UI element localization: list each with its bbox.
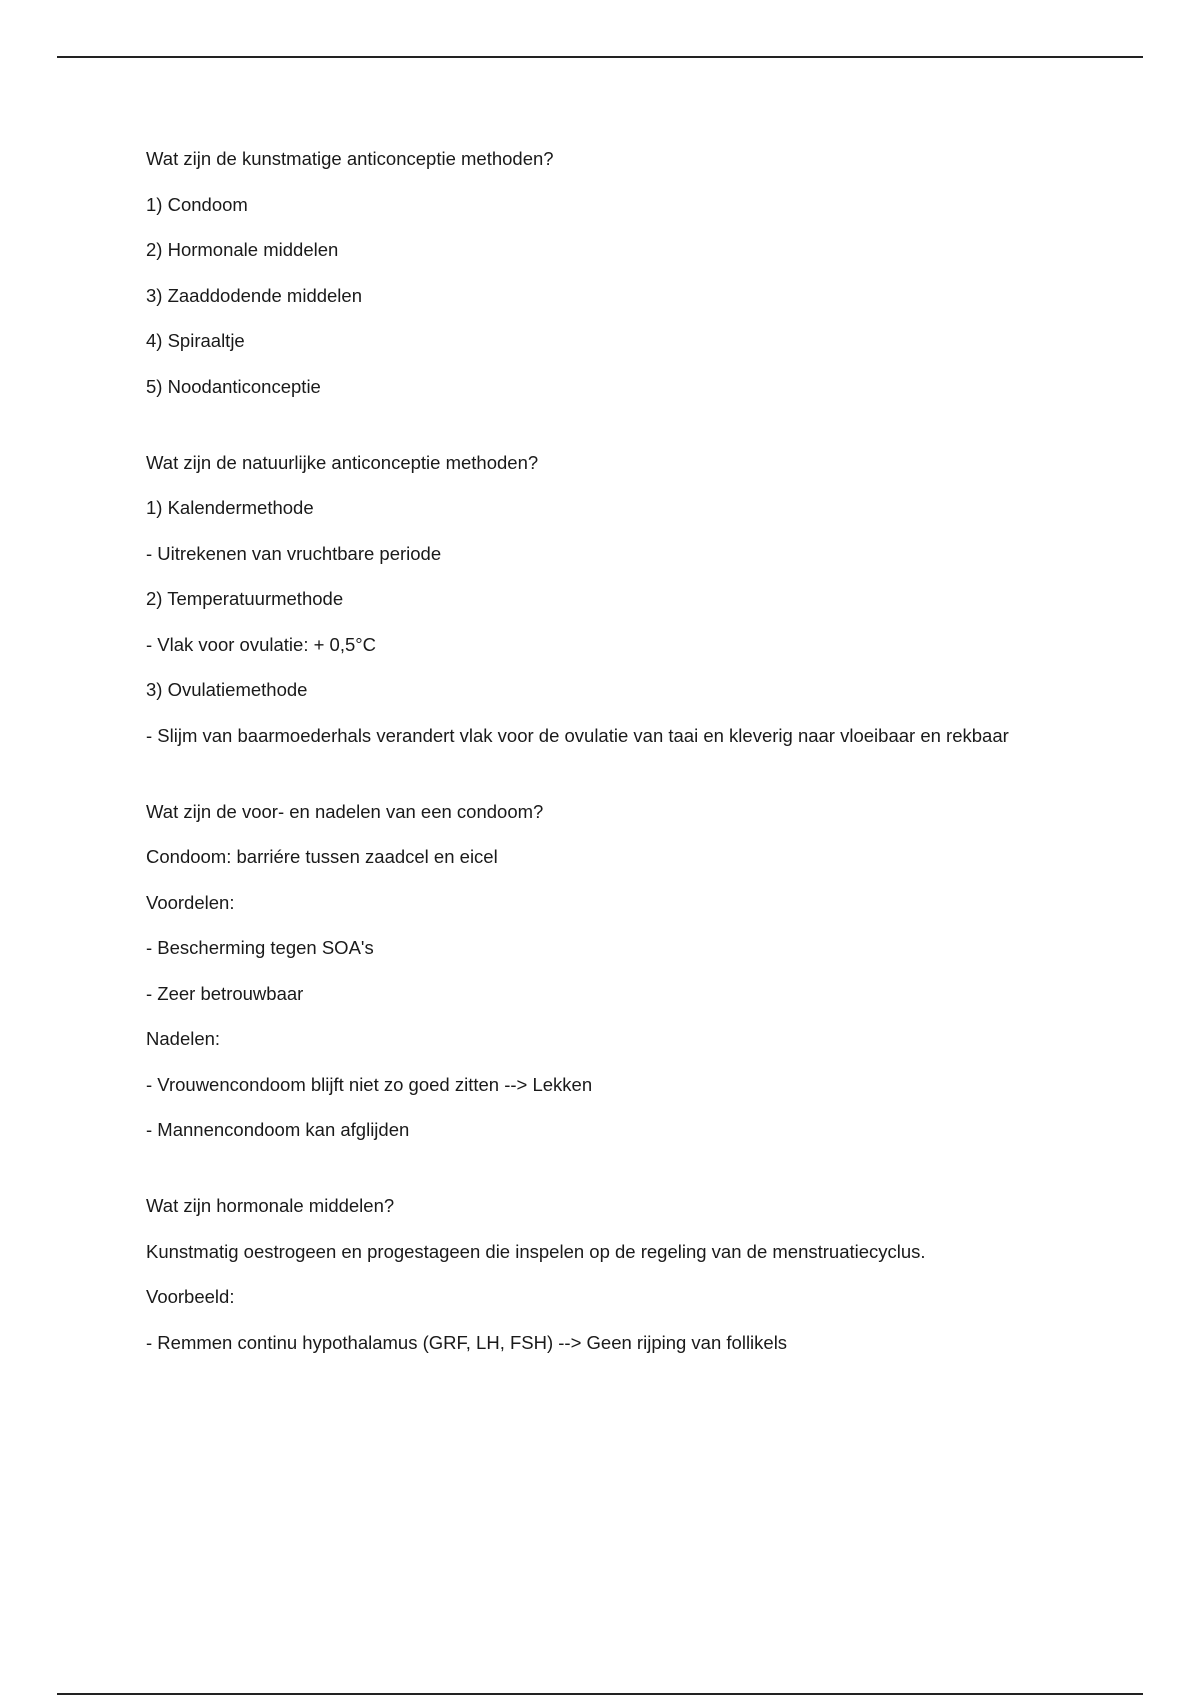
list-item: 4) Spiraaltje (146, 330, 245, 351)
section-condoom-voor-nadelen (146, 797, 1046, 1146)
footer-rule (57, 1693, 1143, 1695)
list-item: Nadelen: (146, 1028, 221, 1049)
list-item: Voordelen: (146, 891, 235, 913)
list-item: - Mannencondoom kan afglijden (146, 1119, 410, 1140)
list-item: 3) Ovulatiemethode (146, 679, 308, 700)
list-item: Voorbeeld: (146, 1286, 235, 1307)
list-item: - Uitrekenen van vruchtbare periode (146, 542, 442, 564)
question-heading: Wat zijn hormonale middelen? (146, 1195, 395, 1216)
list-item: - Zeer betrouwbaar (146, 982, 304, 1004)
list-item: Kunstmatig oestrogeen en progestageen die inspelen op de regeling van de menstruatiecyclus. (146, 1240, 926, 1262)
list-item: 2) Hormonale middelen (146, 239, 339, 260)
section-natuurlijke-anticonceptie (146, 448, 1046, 751)
list-item: 1) Condoom (146, 193, 248, 215)
list-item: Condoom: barriére tussen zaadcel en eicel (146, 846, 498, 867)
list-item: - Slijm van baarmoederhals verandert vlak voor de ovulatie van taai en kleverig naar vloeibaar en rekbaar (146, 724, 1009, 746)
list-item: 2) Temperatuurmethode (146, 588, 344, 609)
question-heading: Wat zijn de voor- en nadelen van een condoom? (146, 800, 544, 822)
section-hormonale-middelen (146, 1191, 1046, 1358)
document-body (146, 144, 1046, 1373)
list-item: 3) Zaaddodende middelen (146, 284, 362, 306)
question-heading: Wat zijn de kunstmatige anticonceptie methoden? (146, 148, 554, 169)
list-item: - Vlak voor ovulatie: + 0,5°C (146, 633, 377, 655)
section-kunstmatige-anticonceptie (146, 144, 1046, 402)
list-item: - Bescherming tegen SOA's (146, 937, 374, 958)
header-rule (57, 56, 1143, 58)
list-item: 5) Noodanticonceptie (146, 375, 321, 397)
list-item: - Vrouwencondoom blijft niet zo goed zitten --> Lekken (146, 1073, 593, 1095)
list-item: 1) Kalendermethode (146, 497, 314, 518)
list-item: - Remmen continu hypothalamus (GRF, LH, FSH) --> Geen rijping van follikels (146, 1331, 788, 1353)
question-heading: Wat zijn de natuurlijke anticonceptie methoden? (146, 451, 539, 473)
